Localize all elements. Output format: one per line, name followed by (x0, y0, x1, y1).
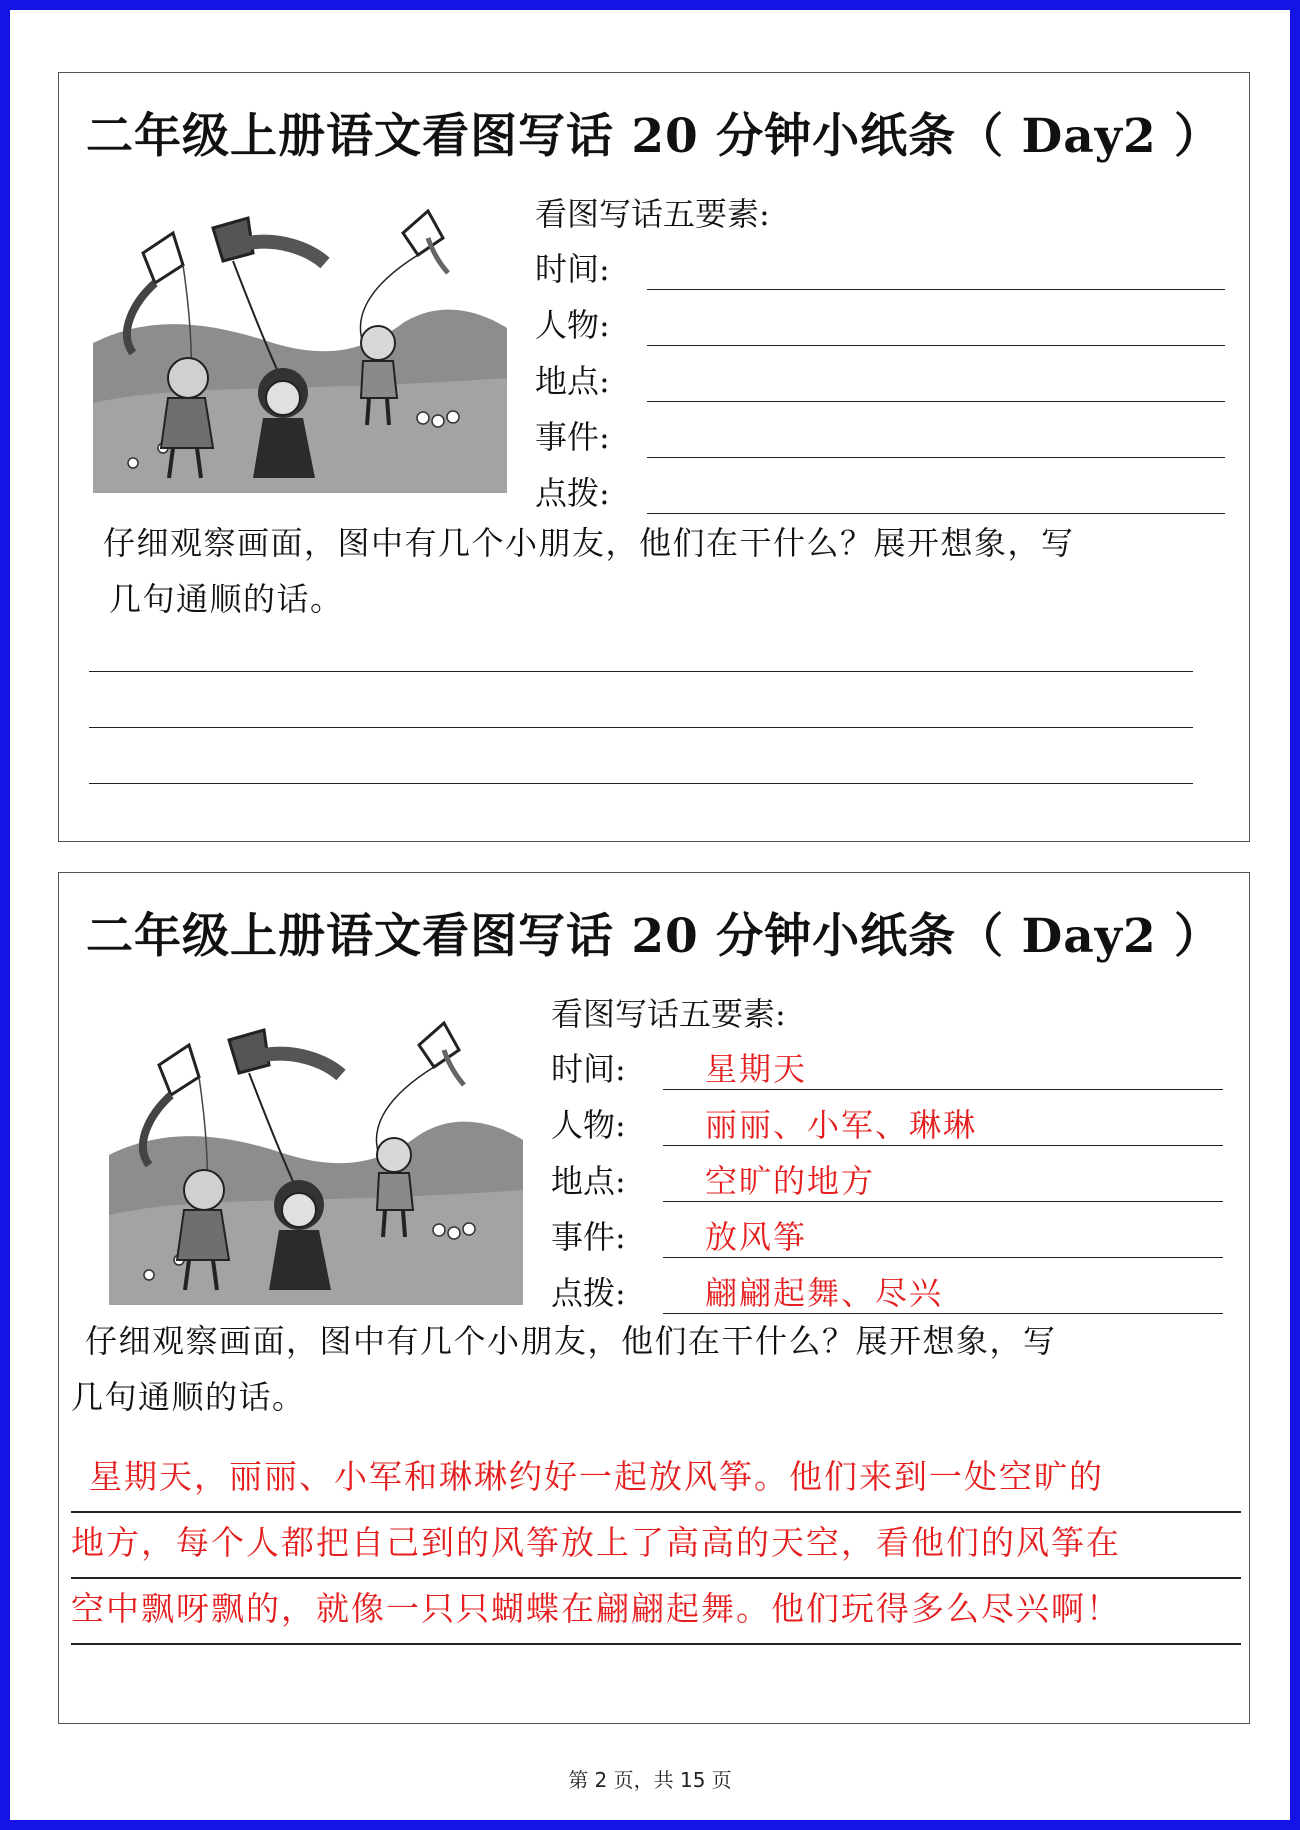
element-answer-time: 星期天 (705, 1050, 808, 1088)
element-label-event: 事件: (551, 1218, 626, 1256)
five-elements-heading: 看图写话五要素: (535, 195, 770, 233)
worksheet-card-answer-key (58, 872, 1250, 1724)
page-number-footer: 第 2 页，共 15 页 (568, 1768, 732, 1792)
element-label-people: 人物: (535, 306, 610, 344)
worksheet-card-blank (58, 72, 1250, 842)
element-label-time: 时间: (551, 1050, 626, 1088)
writing-prompt (89, 515, 1229, 627)
five-elements-heading: 看图写话五要素: (551, 995, 786, 1033)
element-answer-event: 放风筝 (705, 1218, 808, 1256)
worksheet-title: 二年级上册语文看图写话 20 分钟小纸条（ Day2 ） (85, 909, 1223, 964)
writing-prompt (71, 1313, 1231, 1425)
element-row-event (551, 1209, 1223, 1265)
writing-prompt-line-1: 仔细观察画面，图中有几个小朋友，他们在干什么？展开想象，写 (103, 524, 1075, 562)
answer-line-time (663, 1089, 1223, 1090)
five-elements-section (551, 987, 1223, 1321)
answer-line-place[interactable] (647, 401, 1225, 402)
model-essay-line: 空中飘呀飘的，就像一只只蝴蝶在翩翩起舞。他们玩得多么尽兴啊！ (71, 1579, 1241, 1645)
element-answer-hint: 翩翩起舞、尽兴 (705, 1274, 944, 1312)
element-row-hint (535, 465, 1225, 521)
answer-line-people[interactable] (647, 345, 1225, 346)
answer-line-event (663, 1257, 1223, 1258)
writing-line[interactable] (89, 671, 1193, 672)
element-label-place: 地点: (551, 1162, 626, 1200)
element-label-hint: 点拨: (535, 474, 610, 512)
answer-line-place (663, 1201, 1223, 1202)
element-row-people (535, 297, 1225, 353)
writing-prompt-line-2: 几句通顺的话。 (71, 1378, 306, 1416)
element-row-people (551, 1097, 1223, 1153)
five-elements-section (535, 187, 1225, 521)
answer-line-time[interactable] (647, 289, 1225, 290)
writing-prompt-line-2: 几句通顺的话。 (109, 580, 344, 618)
kite-flying-illustration (109, 1005, 523, 1305)
kite-flying-illustration (93, 193, 507, 493)
element-label-hint: 点拨: (551, 1274, 626, 1312)
answer-line-people (663, 1145, 1223, 1146)
element-row-place (551, 1153, 1223, 1209)
writing-line[interactable] (89, 727, 1193, 728)
element-row-place (535, 353, 1225, 409)
element-label-time: 时间: (535, 250, 610, 288)
writing-line[interactable] (89, 783, 1193, 784)
answer-line-event[interactable] (647, 457, 1225, 458)
element-label-place: 地点: (535, 362, 610, 400)
writing-prompt-line-1: 仔细观察画面，图中有几个小朋友，他们在干什么？展开想象，写 (85, 1322, 1057, 1360)
element-row-time (551, 1041, 1223, 1097)
worksheet-title: 二年级上册语文看图写话 20 分钟小纸条（ Day2 ） (85, 109, 1223, 164)
element-row-time (535, 241, 1225, 297)
element-label-people: 人物: (551, 1106, 626, 1144)
element-label-event: 事件: (535, 418, 610, 456)
model-essay-line: 星期天，丽丽、小军和琳琳约好一起放风筝。他们来到一处空旷的 (71, 1447, 1241, 1513)
answer-line-hint[interactable] (647, 513, 1225, 514)
element-answer-place: 空旷的地方 (705, 1162, 876, 1200)
model-essay (71, 1447, 1241, 1645)
model-essay-line: 地方，每个人都把自己到的风筝放上了高高的天空，看他们的风筝在 (71, 1513, 1241, 1579)
element-answer-people: 丽丽、小军、琳琳 (705, 1106, 978, 1144)
element-row-event (535, 409, 1225, 465)
